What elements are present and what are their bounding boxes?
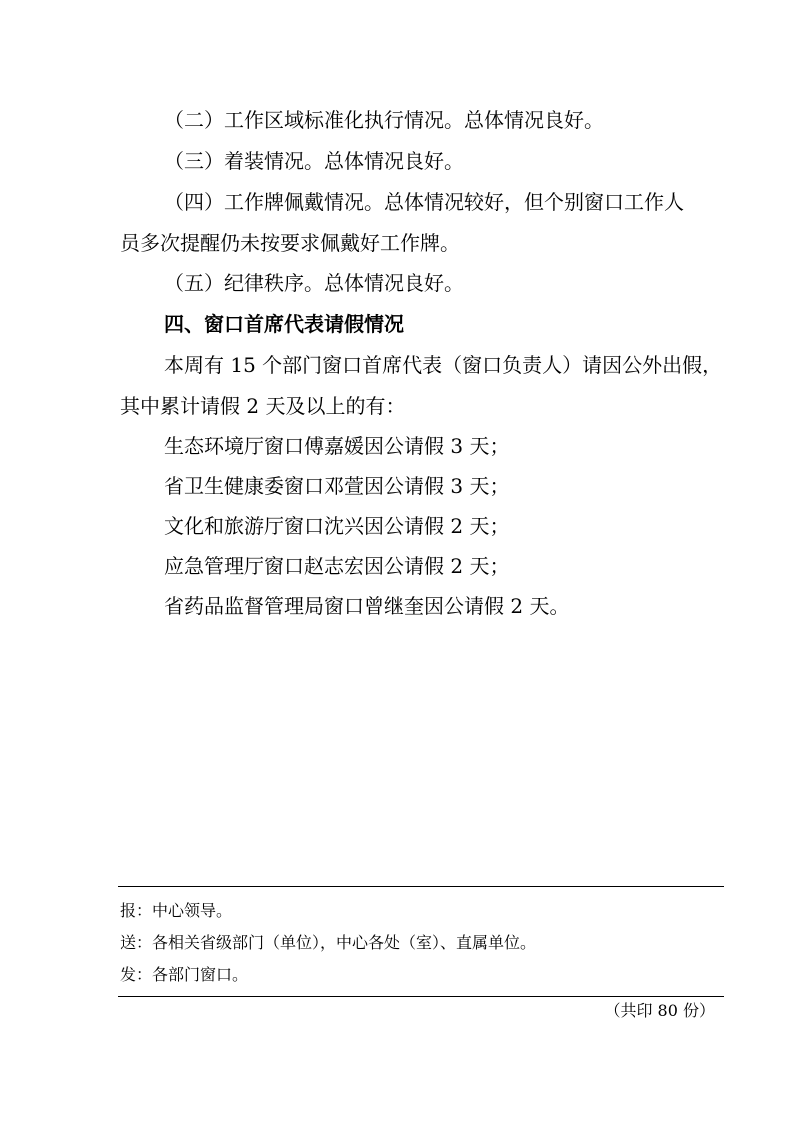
section-item-3: （三）着装情况。总体情况良好。 — [164, 149, 464, 173]
footer-bottom-rule — [118, 996, 724, 997]
leave-intro-line-1: 本周有 15 个部门窗口首席代表（窗口负责人）请因公外出假， — [164, 353, 723, 377]
footer-issue: 发：各部门窗口。 — [120, 965, 249, 984]
section-item-4-line-2: 员多次提醒仍未按要求佩戴好工作牌。 — [120, 231, 460, 255]
copies-count: （共印 80 份） — [604, 1001, 715, 1020]
footer-top-rule — [118, 886, 724, 887]
section-item-4-line-1: （四）工作牌佩戴情况。总体情况较好，但个别窗口工作人 — [164, 190, 684, 214]
leave-entry: 省卫生健康委窗口邓萱因公请假 3 天； — [164, 474, 510, 498]
footer-report: 报：中心领导。 — [120, 901, 233, 920]
section-item-2: （二）工作区域标准化执行情况。总体情况良好。 — [164, 108, 604, 132]
leave-heading: 四、窗口首席代表请假情况 — [164, 312, 404, 336]
leave-entry: 应急管理厅窗口赵志宏因公请假 2 天； — [164, 554, 510, 578]
leave-entry: 生态环境厅窗口傅嘉媛因公请假 3 天； — [164, 434, 510, 458]
section-item-5: （五）纪律秩序。总体情况良好。 — [164, 271, 464, 295]
leave-entry: 省药品监督管理局窗口曾继奎因公请假 2 天。 — [164, 594, 570, 618]
leave-intro-line-2: 其中累计请假 2 天及以上的有： — [120, 394, 406, 418]
footer-send: 送：各相关省级部门（单位），中心各处（室）、直属单位。 — [120, 933, 537, 952]
leave-entry: 文化和旅游厅窗口沈兴因公请假 2 天； — [164, 514, 510, 538]
